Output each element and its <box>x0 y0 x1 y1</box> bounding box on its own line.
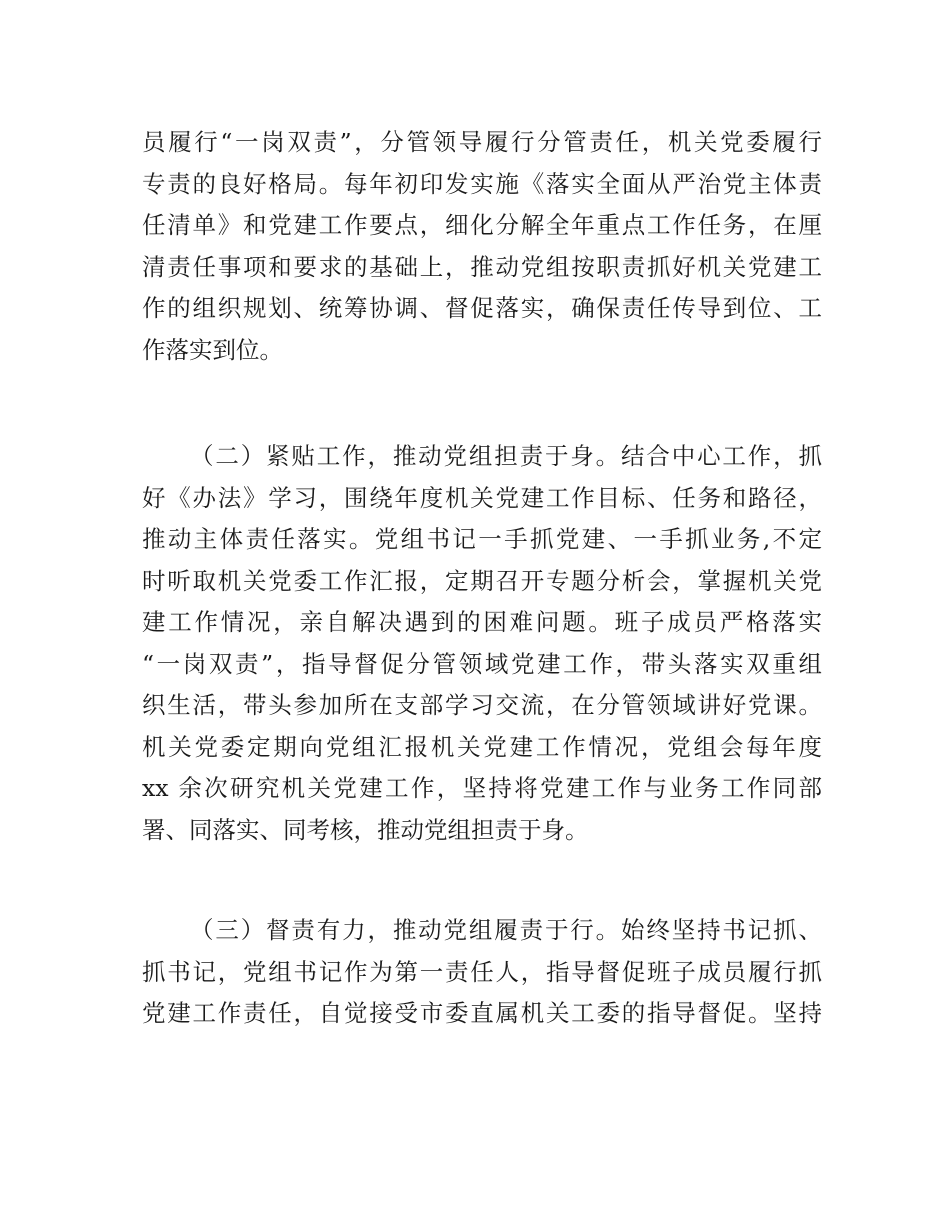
text-line: 专责的良好格局。每年初印发实施《落实全面从严治党主体责 <box>142 169 822 198</box>
text-line: 好《办法》学习，围绕年度机关党建工作目标、任务和路径， <box>142 483 822 512</box>
paragraph-2 <box>142 436 822 851</box>
text-line: 时听取机关党委工作汇报，定期召开专题分析会，掌握机关党 <box>142 566 822 595</box>
text-line: xx 余次研究机关党建工作，坚持将党建工作与业务工作同部 <box>142 774 822 802</box>
text-line: 推动主体责任落实。党组书记一手抓党建、一手抓业务,不定 <box>142 525 822 553</box>
text-line: 任清单》和党建工作要点，细化分解全年重点工作任务，在厘 <box>142 211 822 239</box>
text-line: 建工作情况，亲自解决遇到的困难问题。班子成员严格落实 <box>142 608 822 636</box>
text-line: 党建工作责任，自觉接受市委直属机关工委的指导督促。坚持 <box>142 999 822 1027</box>
text-line: 清责任事项和要求的基础上，推动党组按职责抓好机关党建工 <box>142 252 822 281</box>
text-line: 作落实到位。 <box>142 335 283 364</box>
text-line: （二）紧贴工作，推动党组担责于身。结合中心工作，抓 <box>190 442 822 470</box>
paragraph-1 <box>142 122 822 371</box>
text-line: （三）督责有力，推动党组履责于行。始终坚持书记抓、 <box>190 916 822 944</box>
paragraph-3 <box>142 910 822 1035</box>
text-line: 作的组织规划、统筹协调、督促落实，确保责任传导到位、工 <box>142 294 822 322</box>
text-line: 机关党委定期向党组汇报机关党建工作情况，党组会每年度 <box>142 732 822 761</box>
text-line: 员履行“一岗双责”，分管领导履行分管责任，机关党委履行 <box>142 128 822 156</box>
text-line: 署、同落实、同考核，推动党组担责于身。 <box>142 815 589 844</box>
text-line: “一岗双责”，指导督促分管领域党建工作，带头落实双重组 <box>142 649 822 678</box>
text-line: 织生活，带头参加所在支部学习交流，在分管领域讲好党课。 <box>142 691 822 719</box>
text-line: 抓书记，党组书记作为第一责任人，指导督促班子成员履行抓 <box>142 957 822 986</box>
